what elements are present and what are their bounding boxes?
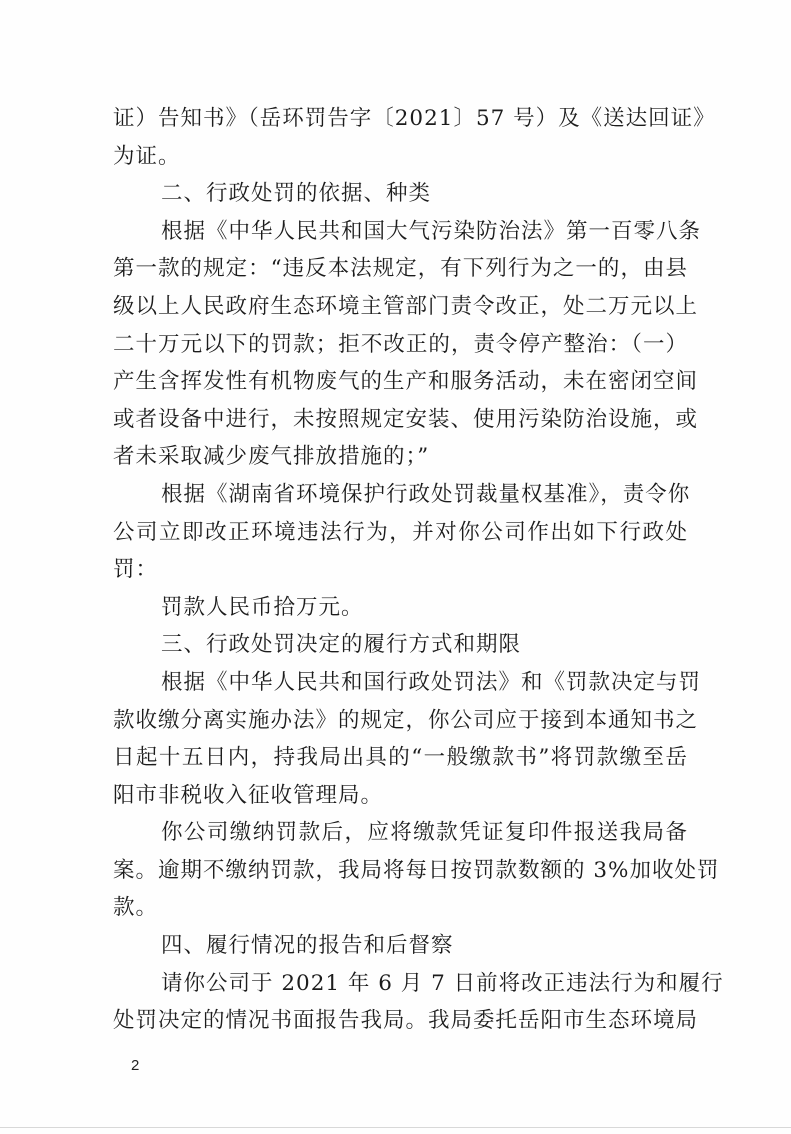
body-line: 阳市非税收入征收管理局。 — [113, 782, 384, 808]
document-body — [113, 100, 724, 1040]
body-line: 款收缴分离实施办法》的规定，你公司应于接到本通知书之 — [113, 707, 699, 733]
body-line: 证）告知书》（岳环罚告字〔2021〕57 号）及《送达回证》 — [113, 106, 716, 131]
body-line: 为证。 — [113, 143, 181, 169]
page-number: 2 — [131, 1057, 140, 1074]
page-bottom-edge — [0, 1127, 791, 1128]
body-line: 公司立即改正环境违法行为，并对你公司作出如下行政处 — [113, 519, 688, 545]
body-line: 产生含挥发性有机物废气的生产和服务活动，未在密闭空间 — [113, 369, 699, 395]
body-line: 你公司缴纳罚款后，应将缴款凭证复印件报送我局备 — [161, 820, 688, 846]
body-line: 或者设备中进行，未按照规定安装、使用污染防治设施，或 — [113, 406, 699, 432]
penalty-line: 罚款人民币拾万元。 — [161, 594, 364, 620]
body-line: 案。逾期不缴纳罚款，我局将每日按罚款数额的 3%加收处罚 — [113, 857, 720, 883]
body-line: 根据《中华人民共和国行政处罚法》和《罚款决定与罚 — [161, 669, 702, 695]
body-line: 级以上人民政府生态环境主管部门责令改正，处二万元以上 — [113, 293, 699, 319]
section-heading: 四、履行情况的报告和后督察 — [161, 933, 454, 959]
body-line: 根据《中华人民共和国大气污染防治法》第一百零八条 — [161, 218, 702, 244]
body-line: 款。 — [113, 895, 159, 921]
section-heading: 三、行政处罚决定的履行方式和期限 — [161, 632, 522, 658]
body-line: 二十万元以下的罚款；拒不改正的，责令停产整治：（一） — [113, 331, 688, 357]
body-line: 日起十五日内，持我局出具的“一般缴款书”将罚款缴至岳 — [113, 745, 688, 771]
body-line: 罚： — [113, 557, 159, 583]
body-line: 者未采取减少废气排放措施的；” — [113, 444, 430, 470]
body-line: 请你公司于 2021 年 6 月 7 日前将改正违法行为和履行 — [161, 970, 724, 996]
section-heading: 二、行政处罚的依据、种类 — [161, 181, 432, 207]
body-line: 处罚决定的情况书面报告我局。我局委托岳阳市生态环境局 — [113, 1008, 699, 1034]
body-line: 第一款的规定：“违反本法规定，有下列行为之一的，由县 — [113, 256, 688, 282]
body-line: 根据《湖南省环境保护行政处罚裁量权基准》，责令你 — [161, 481, 691, 507]
